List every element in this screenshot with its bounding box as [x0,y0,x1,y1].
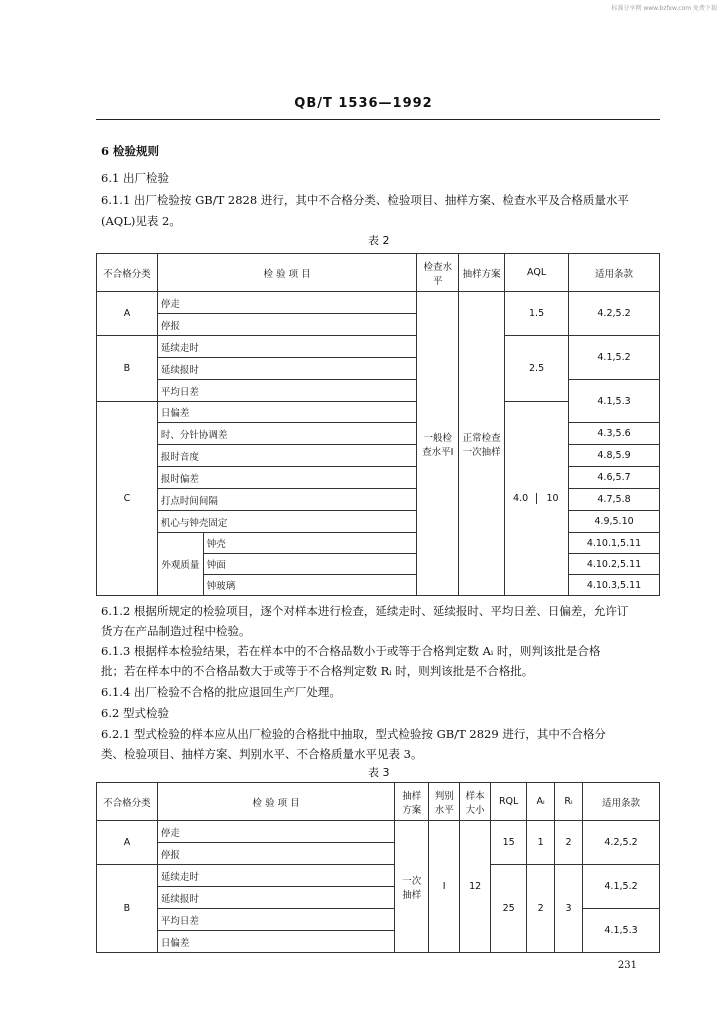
para-6-1-3-line2: 批；若在样本中的不合格品数大于或等于不合格判定数 Rᵢ 时，则判该批是不合格批。 [101,664,534,678]
t2-appearance: 外观质量 [157,533,203,596]
para-6-1-2-line2: 货方在产品制造过程中检验。 [101,624,251,638]
para-6-1-2-line1: 6.1.2 根据所规定的检验项目，逐个对样本进行检查，延续走时、延续报时、平均日差、日偏差，允许订 [101,604,629,618]
t2-head-clause: 适用条款 [569,254,660,292]
t2-head-level: 检查水平 [417,254,459,292]
t2-aql-c-value: 4.0 [513,493,529,504]
para-6-1-4: 6.1.4 出厂检验不合格的批应退回生产厂处理。 [101,685,341,699]
t2-clause: 4.10.2,5.11 [569,554,660,575]
t3-item: 平均日差 [157,909,394,931]
t2-scheme: 正常检查一次抽样 [459,292,505,596]
para-6-1-1-line1: 6.1.1 出厂检验按 GB/T 2828 进行，其中不合格分类、检验项目、抽样方案、检查水平及合格质量水平 [101,193,629,207]
t3-head-clause: 适用条款 [583,783,660,821]
t3-ac-b: 2 [527,865,555,953]
t2-item: 钟壳 [203,533,416,554]
t2-cat-b: B [97,336,158,402]
t3-size: 12 [460,821,491,953]
t3-clause: 4.2,5.2 [583,821,660,865]
t3-head-item: 检 验 项 目 [157,783,394,821]
t3-scheme: 一次抽样 [395,821,429,953]
t3-re-a: 2 [555,821,583,865]
t2-clause: 4.1,5.3 [569,380,660,423]
t2-cat-a: A [97,292,158,336]
t3-item: 日偏差 [157,931,394,953]
para-6-2-1-line2: 类、检验项目、抽样方案、判别水平、不合格质量水平见表 3。 [101,747,423,761]
watermark: 标准分享网 www.bzfxw.com 免费下载 [611,5,717,12]
section-6-title: 6 检验规则 [101,144,160,158]
t2-aql-c [505,402,569,596]
table3-caption: 表 3 [368,766,390,779]
t2-item: 机心与钟壳固定 [157,511,416,533]
t3-rql-a: 15 [491,821,527,865]
t2-item: 报时音度 [157,445,416,467]
table-3 [96,782,660,953]
t3-rql-b: 25 [491,865,527,953]
t3-re-b: 3 [555,865,583,953]
page-header: QB/T 1536—1992 [294,96,433,111]
t3-ac-a: 1 [527,821,555,865]
t2-item: 日偏差 [157,402,416,423]
page-number: 231 [617,960,637,971]
t2-item: 停报 [157,314,416,336]
table-2 [96,253,660,596]
t2-item: 打点时间间隔 [157,489,416,511]
t3-item: 停报 [157,843,394,865]
t2-item: 钟面 [203,554,416,575]
t2-aql-b: 2.5 [505,336,569,402]
t2-item: 报时偏差 [157,467,416,489]
header-rule [96,119,660,120]
t2-item: 延续报时 [157,358,416,380]
t3-clause: 4.1,5.3 [583,909,660,953]
t2-item: 平均日差 [157,380,416,402]
t2-head-cat: 不合格分类 [97,254,158,292]
t3-head-rql: RQL [491,783,527,821]
t2-clause: 4.7,5.8 [569,489,660,511]
t3-item: 延续报时 [157,887,394,909]
t3-cat-b: B [97,865,158,953]
t3-cat-a: A [97,821,158,865]
t2-level: 一般检查水平Ⅰ [417,292,459,596]
t3-head-size: 样本大小 [460,783,491,821]
t2-head-aql: AQL [505,254,569,292]
t3-head-level: 判别水平 [429,783,460,821]
t3-level: Ⅰ [429,821,460,953]
para-6-1-1-line2: (AQL)见表 2。 [101,214,181,228]
t2-item: 时、分针协调差 [157,423,416,445]
t3-head-scheme: 抽样方案 [395,783,429,821]
t2-clause: 4.8,5.9 [569,445,660,467]
t2-clause: 4.6,5.7 [569,467,660,489]
t2-clause: 4.10.1,5.11 [569,533,660,554]
t3-item: 延续走时 [157,865,394,887]
t3-head-ac: Aᵢ [527,783,555,821]
t3-item: 停走 [157,821,394,843]
t2-item: 停走 [157,292,416,314]
table2-caption: 表 2 [368,234,390,247]
section-6-2-title: 6.2 型式检验 [101,706,169,720]
t2-item: 延续走时 [157,336,416,358]
t2-cat-c: C [97,402,158,596]
t3-head-cat: 不合格分类 [97,783,158,821]
t2-clause: 4.1,5.2 [569,336,660,380]
section-6-1-title: 6.1 出厂检验 [101,171,169,185]
t2-clause: 4.9,5.10 [569,511,660,533]
t3-head-re: Rᵢ [555,783,583,821]
t2-aql-a: 1.5 [505,292,569,336]
t2-clause: 4.3,5.6 [569,423,660,445]
para-6-1-3-line1: 6.1.3 根据样本检验结果，若在样本中的不合格品数小于或等于合格判定数 Aᵢ 时，则判该批是合格 [101,644,601,658]
t2-clause: 4.10.3,5.11 [569,575,660,596]
t2-head-scheme: 抽样方案 [459,254,505,292]
t3-clause: 4.1,5.2 [583,865,660,909]
t2-clause: 4.2,5.2 [569,292,660,336]
t2-ac-c: 10 [536,493,568,504]
t2-head-item: 检 验 项 目 [157,254,416,292]
para-6-2-1-line1: 6.2.1 型式检验的样本应从出厂检验的合格批中抽取，型式检验按 GB/T 2829 进行，其中不合格分 [101,727,606,741]
t2-item: 钟玻璃 [203,575,416,596]
